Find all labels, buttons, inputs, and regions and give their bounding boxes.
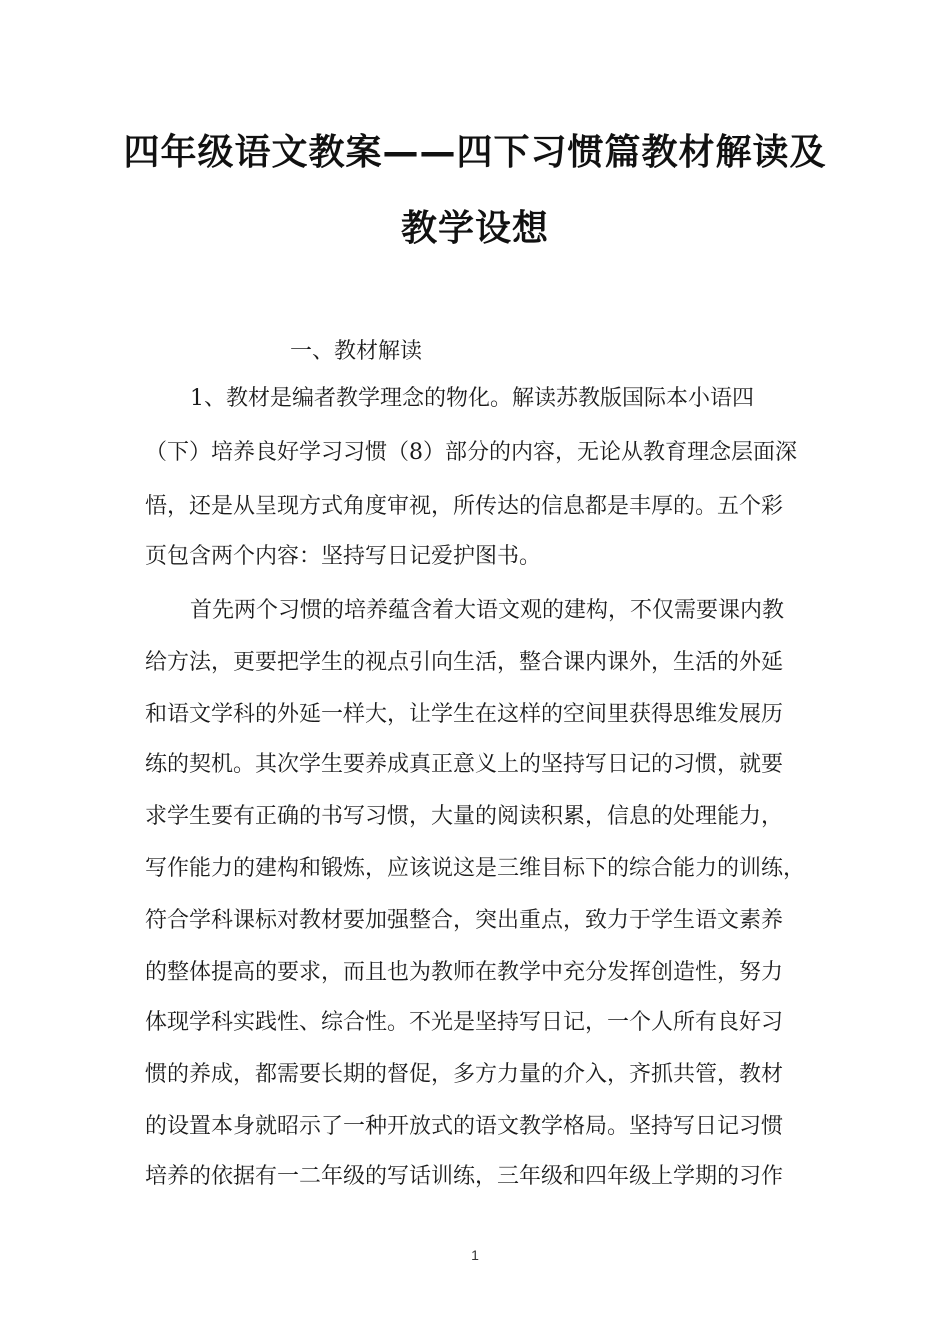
paragraph-2-line-4: 练的契机。其次学生要养成真正意义上的坚持写日记的习惯，就要 bbox=[145, 752, 784, 777]
paragraph-2-line-8: 的整体提高的要求，而且也为教师在教学中充分发挥创造性，努力 bbox=[145, 960, 784, 985]
section-heading: 一、教材解读 bbox=[290, 339, 423, 364]
paragraph-2-line-6: 写作能力的建构和锻炼，应该说这是三维目标下的综合能力的训练， bbox=[145, 856, 806, 881]
paragraph-2-line-10: 惯的养成，都需要长期的督促，多方力量的介入，齐抓共管，教材 bbox=[145, 1062, 784, 1087]
document-title-line-2: 教学设想 bbox=[400, 208, 549, 249]
paragraph-1-line-2: （下）培养良好学习习惯（8）部分的内容，无论从教育理念层面深 bbox=[145, 440, 797, 465]
paragraph-2-line-2: 给方法，更要把学生的视点引向生活，整合课内课外，生活的外延 bbox=[145, 650, 784, 675]
paragraph-2-line-1: 首先两个习惯的培养蕴含着大语文观的建构，不仅需要课内教 bbox=[190, 598, 785, 623]
paragraph-2-line-11: 的设置本身就昭示了一种开放式的语文教学格局。坚持写日记习惯 bbox=[145, 1114, 784, 1139]
paragraph-1-line-4: 页包含两个内容：坚持写日记爱护图书。 bbox=[145, 544, 542, 569]
paragraph-1-line-3: 悟，还是从呈现方式角度审视，所传达的信息都是丰厚的。五个彩 bbox=[145, 494, 784, 519]
paragraph-2-line-7: 符合学科课标对教材要加强整合，突出重点，致力于学生语文素养 bbox=[145, 908, 784, 933]
paragraph-2-line-3: 和语文学科的外延一样大，让学生在这样的空间里获得思维发展历 bbox=[145, 702, 784, 727]
paragraph-2-line-5: 求学生要有正确的书写习惯，大量的阅读积累，信息的处理能力， bbox=[145, 804, 784, 829]
paragraph-2-line-9: 体现学科实践性、综合性。不光是坚持写日记，一个人所有良好习 bbox=[145, 1010, 784, 1035]
paragraph-1-line-1: 1、教材是编者教学理念的物化。解读苏教版国际本小语四 bbox=[190, 386, 754, 411]
document-title-line-1: 四年级语文教案——四下习惯篇教材解读及 bbox=[123, 132, 827, 173]
paragraph-2-line-12: 培养的依据有一二年级的写话训练，三年级和四年级上学期的习作 bbox=[145, 1164, 784, 1189]
page-number: 1 bbox=[471, 1247, 479, 1263]
